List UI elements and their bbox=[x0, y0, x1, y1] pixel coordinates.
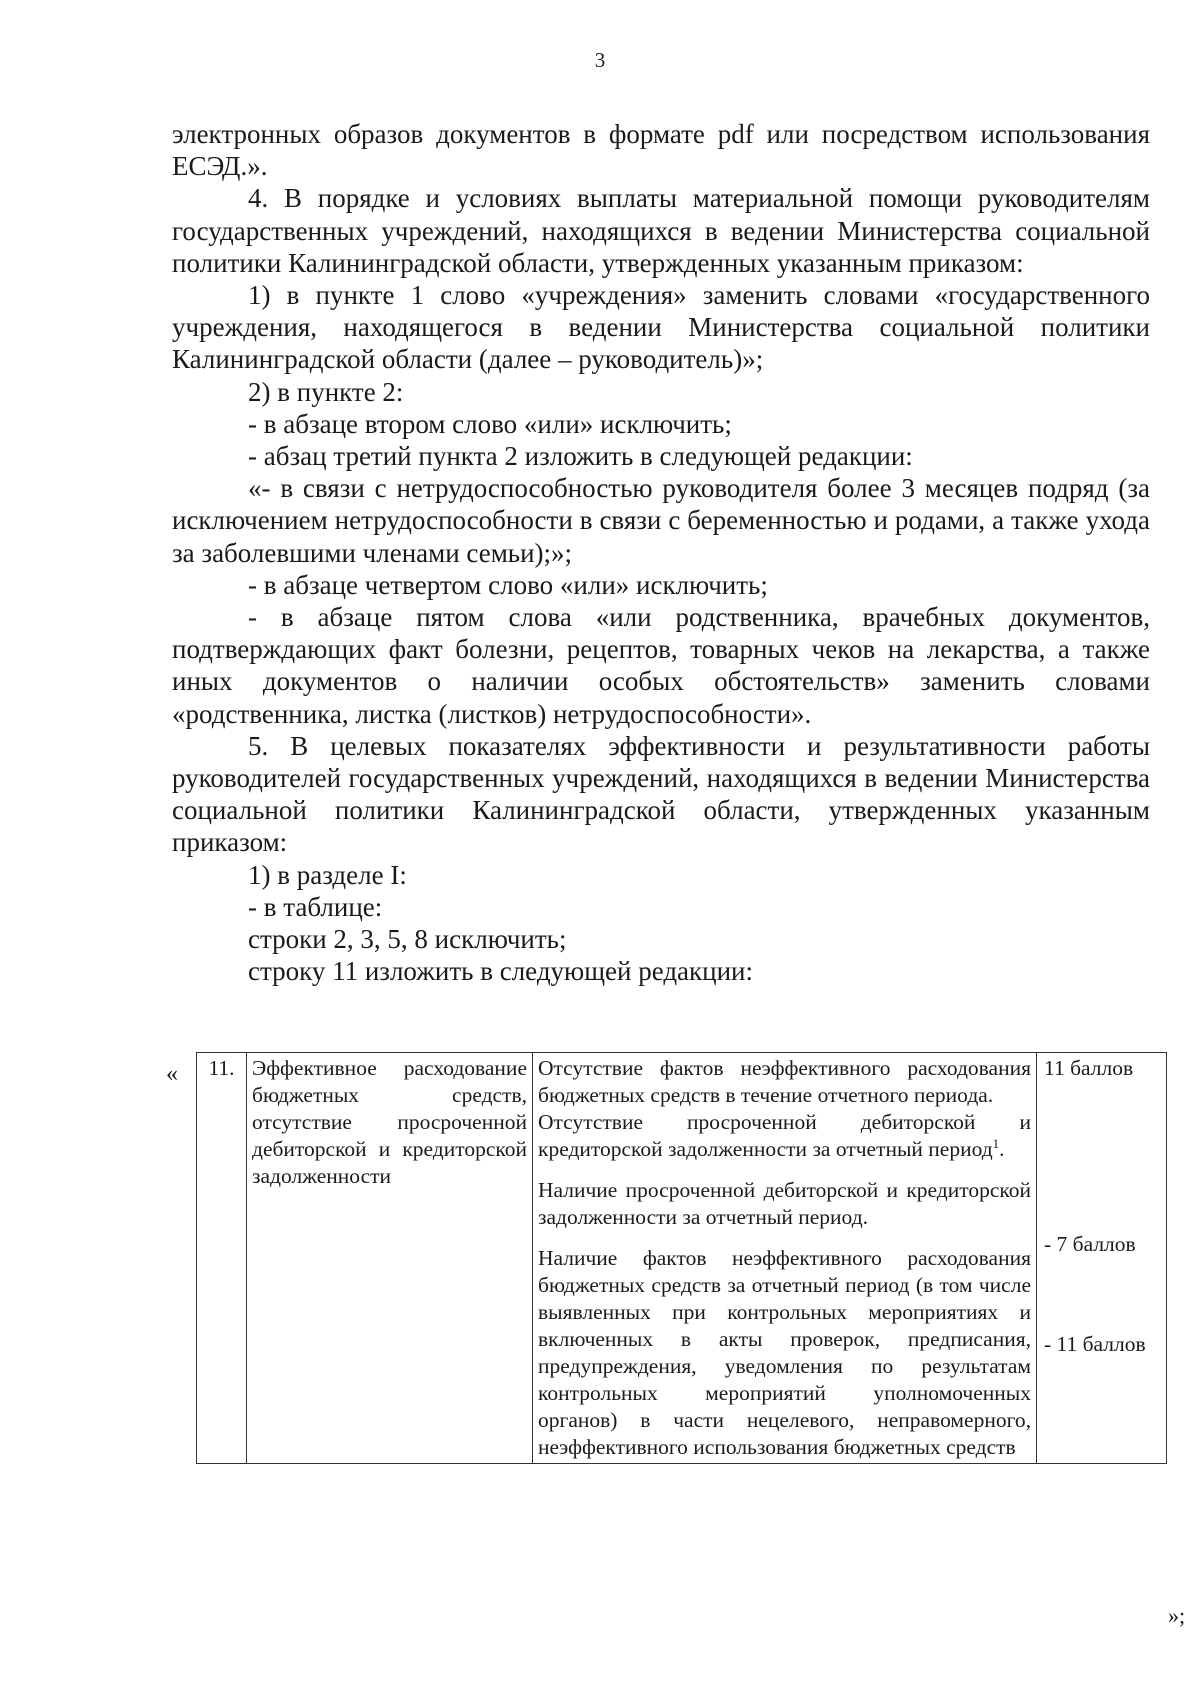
page-number: 3 bbox=[594, 48, 606, 72]
score-value: 11 баллов bbox=[1044, 1056, 1134, 1080]
paragraph: 1) в разделе I: bbox=[248, 859, 407, 890]
paragraph: «- в связи с нетрудоспособностью руководителя более 3 месяцев подряд (за исключением нетрудоспособности в связи с беременностью и родами, а также ухода за заболевшими членами семьи);»; bbox=[172, 473, 1150, 568]
table-close-quote: »; bbox=[1168, 1603, 1186, 1628]
criterion-text-tail: . bbox=[999, 1137, 1005, 1161]
paragraph: - в абзаце пятом слова «или родственника, врачебных документов, подтверждающих факт болезни, рецептов, товарных чеков на лекарства, а также иных документов о наличии особых обстоятельств» заменить словами «родственника, листка (листков) нетрудоспособности». bbox=[172, 602, 1150, 729]
indicator-cell: Эффективное расходование бюджетных средств, отсутствие просроченной дебиторской и кредиторской задолженности bbox=[247, 1053, 533, 1464]
paragraph: строки 2, 3, 5, 8 исключить; bbox=[248, 924, 567, 955]
criteria-cell bbox=[533, 1053, 1037, 1464]
body-text bbox=[172, 118, 1150, 987]
score-cell bbox=[1037, 1053, 1167, 1464]
paragraph: электронных образов документов в формате pdf или посредством использования ЕСЭД.». bbox=[172, 119, 1150, 182]
criterion-text bbox=[538, 1109, 1031, 1163]
paragraph: - в абзаце четвертом слово «или» исключить; bbox=[248, 569, 768, 600]
footnote-marker: 1 bbox=[992, 1135, 1000, 1151]
criterion-text: Наличие просроченной дебиторской и кредиторской задолженности за отчетный период. bbox=[538, 1178, 1031, 1229]
paragraph: 4. В порядке и условиях выплаты материальной помощи руководителям государственных учреждений, находящихся в ведении Министерства социальной политики Калининградской области, утвержденных указанным приказом: bbox=[172, 183, 1150, 278]
table-open-quote: « bbox=[166, 1061, 178, 1087]
paragraph: - в таблице: bbox=[248, 891, 383, 922]
row-number-cell: 11. bbox=[197, 1053, 247, 1464]
paragraph: - в абзаце втором слово «или» исключить; bbox=[248, 408, 732, 439]
score-value: - 7 баллов bbox=[1044, 1232, 1136, 1256]
paragraph: 1) в пункте 1 слово «учреждения» заменить словами «государственного учреждения, находящегося в ведении Министерства социальной политики Калининградской области (далее – руководитель)»; bbox=[172, 280, 1150, 375]
paragraph: строку 11 изложить в следующей редакции: bbox=[248, 956, 754, 987]
paragraph: 2) в пункте 2: bbox=[248, 376, 404, 407]
criterion-text-main: Отсутствие просроченной дебиторской и кредиторской задолженности за отчетный период bbox=[538, 1110, 1031, 1161]
paragraph: 5. В целевых показателях эффективности и результативности работы руководителей государственных учреждений, находящихся в ведении Министерства социальной политики Калининградской области, утвержденных указанным приказом: bbox=[172, 730, 1150, 858]
criterion-text: Наличие фактов неэффективного расходования бюджетных средств за отчетный период (в том числе выявленных при контрольных мероприятиях и включенных в акты проверок, предписания, предупреждения, уведомления по результатам контрольных мероприятий уполномоченных органов) в части нецелевого, неправомерного, неэффективного использования бюджетных средств bbox=[538, 1246, 1031, 1459]
table-row bbox=[197, 1053, 1167, 1464]
amendment-table bbox=[196, 1052, 1167, 1464]
paragraph: - абзац третий пункта 2 изложить в следующей редакции: bbox=[248, 441, 913, 472]
score-value: - 11 баллов bbox=[1044, 1332, 1146, 1356]
criterion-text: Отсутствие фактов неэффективного расходования бюджетных средств в течение отчетного периода. bbox=[538, 1056, 1031, 1107]
